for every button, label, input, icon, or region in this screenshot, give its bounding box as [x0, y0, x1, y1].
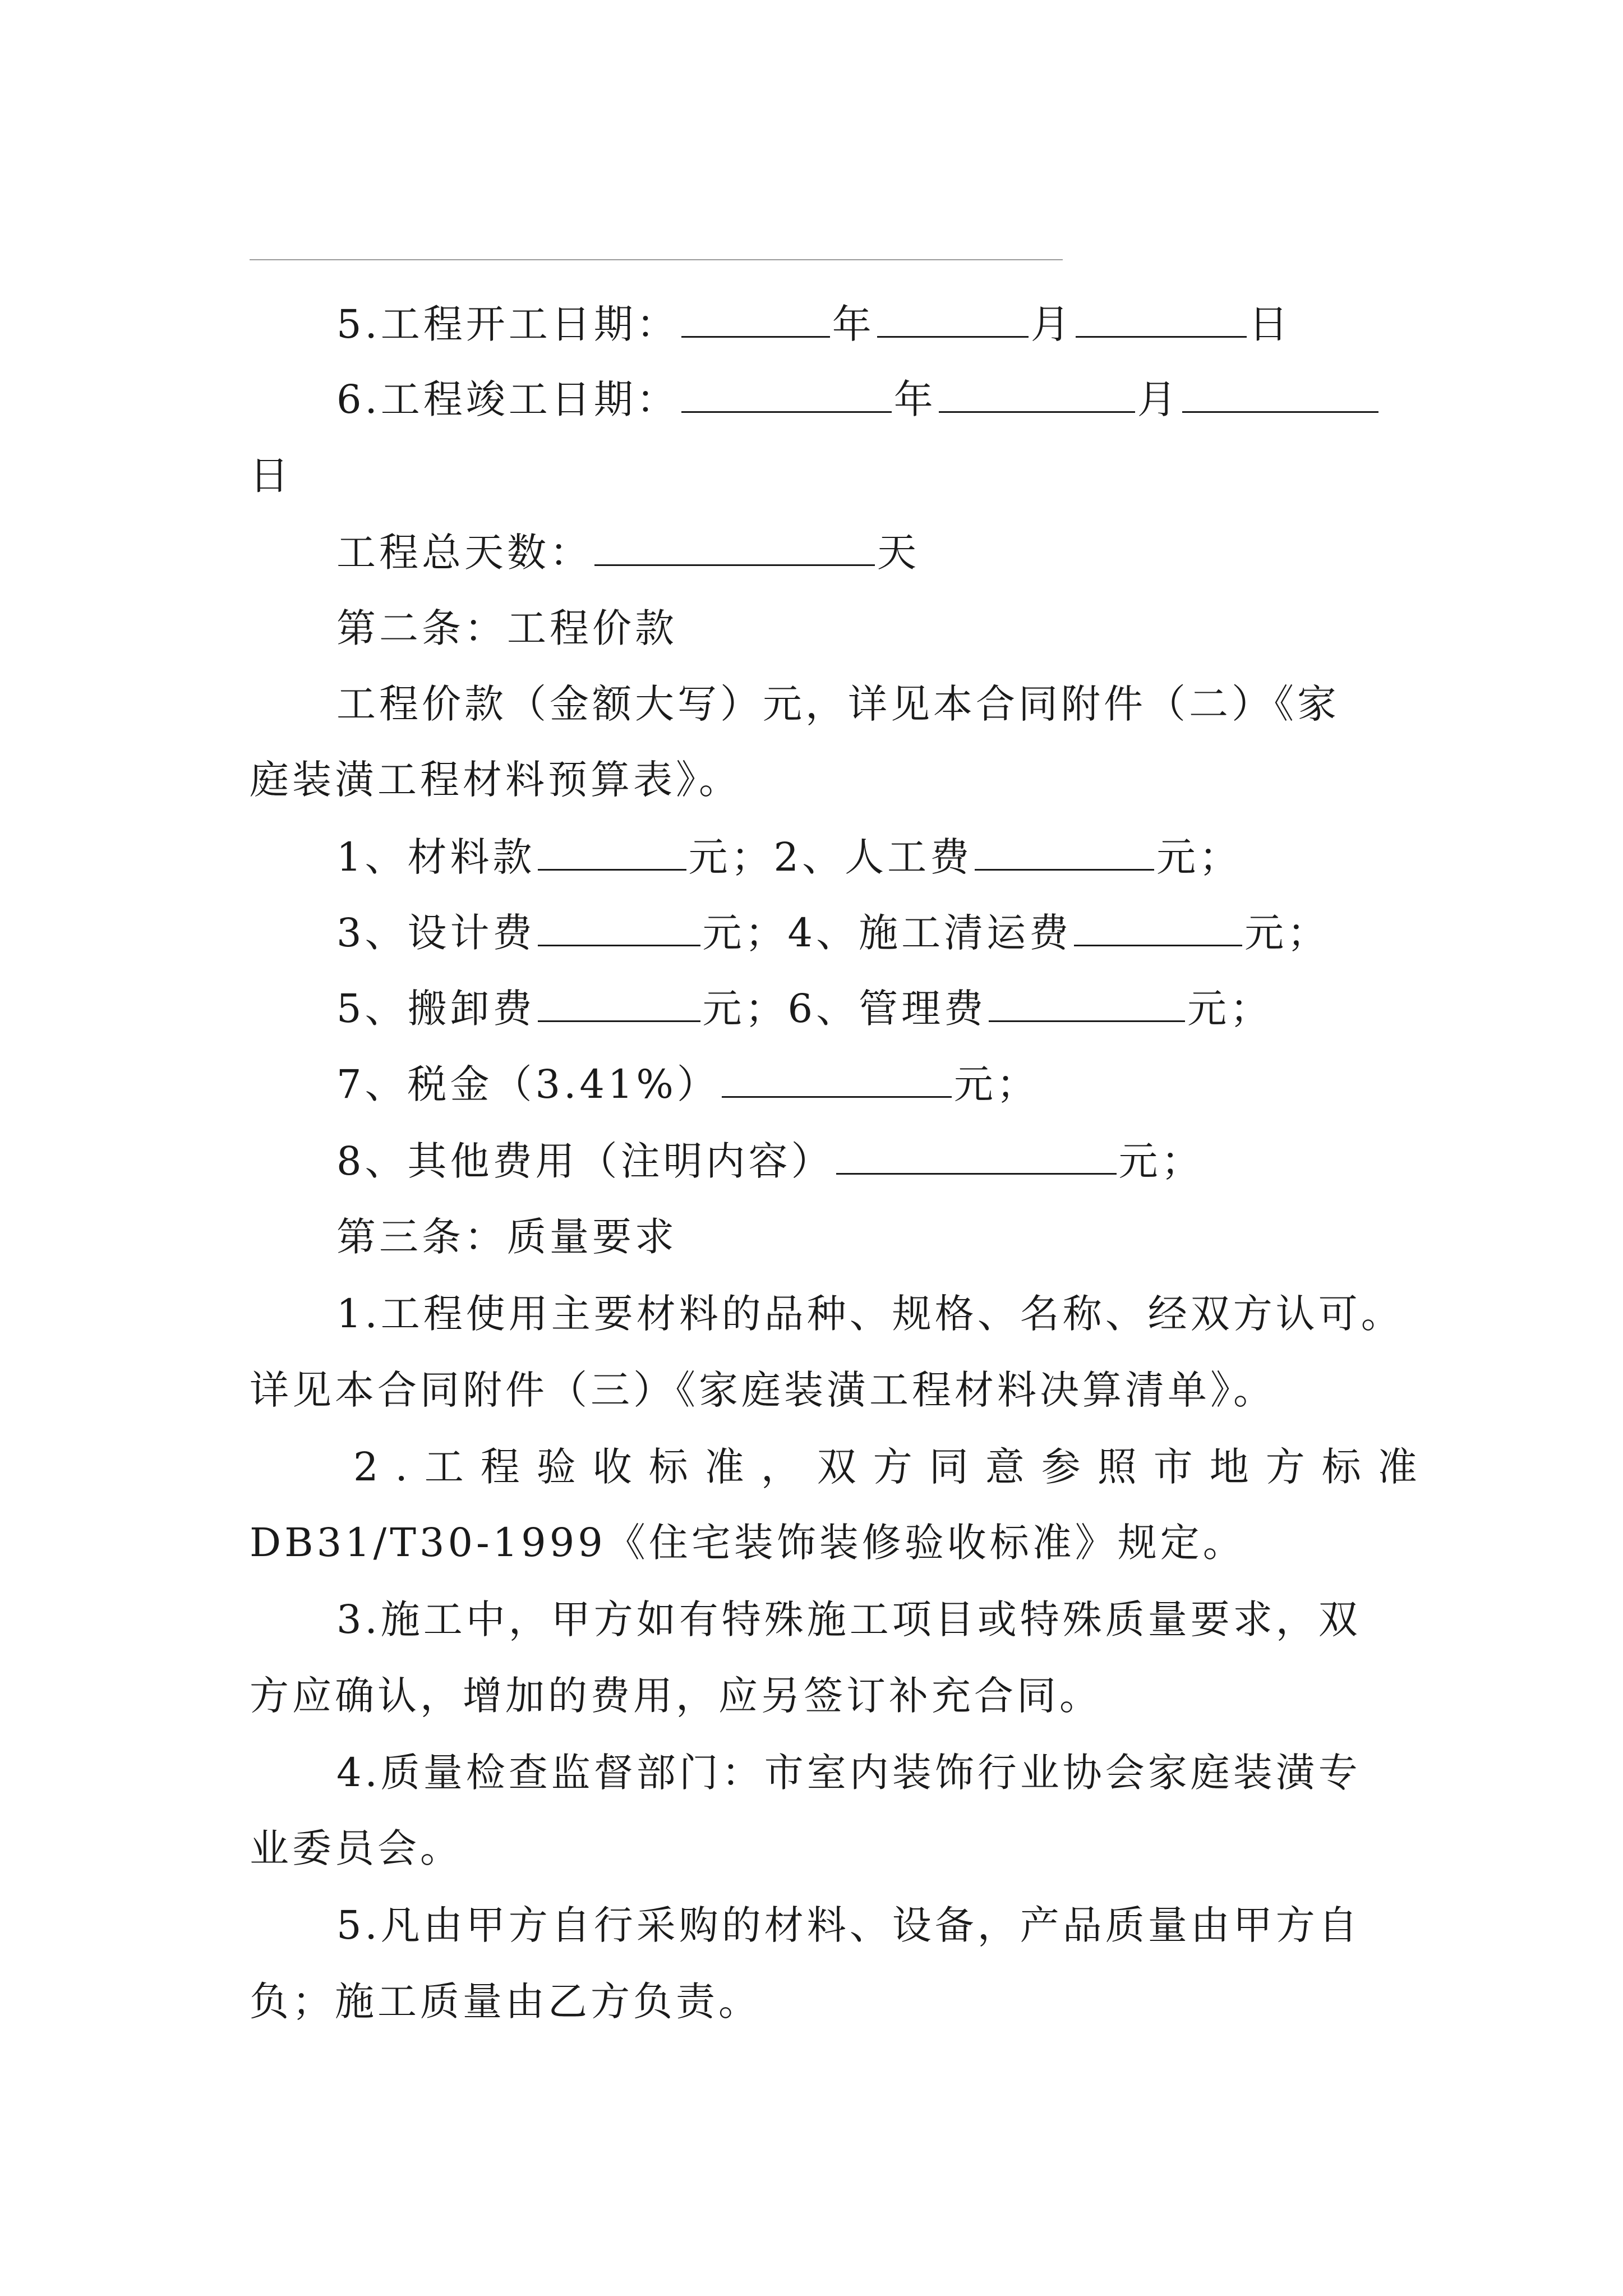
end-year-blank: [681, 372, 892, 413]
cleanup-fee-blank: [1074, 905, 1242, 946]
quality-item-1-line1: 1.工程使用主要材料的品种、规格、名称、经双方认可。: [336, 1291, 1404, 1337]
start-year-blank: [681, 297, 830, 338]
month-text: 月: [1030, 301, 1073, 347]
year-text: 年: [832, 301, 875, 347]
end-date-line: [336, 371, 1394, 427]
day-text: 日: [250, 453, 292, 499]
month-text: 月: [1137, 376, 1180, 422]
quality-item-3-line1: 3.施工中，甲方如有特殊施工项目或特殊质量要求，双: [336, 1596, 1361, 1642]
cleanup-fee-label: 元；4、施工清运费: [702, 910, 1072, 956]
quality-item-5-line1: 5.凡由甲方自行采购的材料、设备，产品质量由甲方自: [336, 1902, 1361, 1948]
quality-item-4-line2: 业委员会。: [250, 1825, 463, 1871]
fee-line-5: [336, 981, 1394, 1037]
unit-text: 元；: [1156, 834, 1242, 880]
end-day-blank: [1182, 372, 1378, 413]
quality-item-4-line1: 4.质量检查监督部门：市室内装饰行业协会家庭装潢专: [336, 1750, 1361, 1796]
handling-fee-blank: [538, 981, 700, 1022]
header-rule: [250, 259, 1063, 260]
end-month-blank: [939, 372, 1135, 413]
total-days-label: 工程总天数：: [336, 530, 592, 576]
other-fee-blank: [836, 1134, 1117, 1175]
total-days-line: [336, 524, 1394, 581]
total-days-blank: [594, 525, 875, 566]
quality-item-1-line2: 详见本合同附件（三）《家庭装潢工程材料决算清单》。: [250, 1367, 1276, 1413]
unit-text: 元；: [1244, 910, 1330, 956]
management-fee-label: 元；6、管理费: [702, 986, 987, 1032]
article3-title: 第三条：质量要求: [336, 1214, 677, 1260]
start-date-label: 5.工程开工日期：: [336, 301, 679, 347]
fee-line-1: [336, 829, 1394, 885]
labor-fee-label: 元；2、人工费: [688, 834, 973, 880]
quality-item-2-line2: DB31/T30-1999《住宅装饰装修验收标准》规定。: [250, 1520, 1246, 1566]
tax-label: 7、税金（3.41%）: [336, 1061, 720, 1107]
fee-line-7: [336, 1056, 1394, 1112]
design-fee-label: 3、设计费: [336, 910, 536, 956]
quality-item-3-line2: 方应确认，增加的费用，应另签订补充合同。: [250, 1673, 1102, 1719]
other-fee-label: 8、其他费用（注明内容）: [336, 1138, 834, 1184]
unit-text: 元；: [1118, 1138, 1204, 1184]
end-date-day-line: [250, 448, 1394, 504]
price-paragraph-line1: 工程价款（金额大写）元，详见本合同附件（二）《家: [336, 681, 1340, 727]
labor-fee-blank: [975, 830, 1154, 871]
handling-fee-label: 5、搬卸费: [336, 986, 536, 1032]
design-fee-blank: [538, 905, 700, 946]
start-day-blank: [1076, 297, 1247, 338]
article2-title: 第二条：工程价款: [336, 605, 677, 651]
day-text: 日: [1248, 301, 1292, 347]
tax-blank: [722, 1057, 952, 1098]
fee-line-8: [336, 1133, 1394, 1189]
material-fee-label: 1、材料款: [336, 834, 536, 880]
material-fee-blank: [538, 830, 686, 871]
price-paragraph-line2: 庭装潢工程材料预算表》。: [250, 757, 741, 803]
quality-item-5-line2: 负；施工质量由乙方负责。: [250, 1978, 761, 2024]
days-unit: 天: [877, 530, 920, 576]
start-date-line: [336, 296, 1394, 352]
unit-text: 元；: [953, 1061, 1039, 1107]
quality-item-2-line1: 2.工程验收标准，双方同意参照市地方标准: [353, 1444, 1434, 1490]
fee-line-3: [336, 905, 1394, 961]
management-fee-blank: [989, 981, 1185, 1022]
unit-text: 元；: [1187, 986, 1273, 1032]
end-date-label: 6.工程竣工日期：: [336, 376, 679, 422]
start-month-blank: [877, 297, 1029, 338]
year-text: 年: [893, 376, 937, 422]
